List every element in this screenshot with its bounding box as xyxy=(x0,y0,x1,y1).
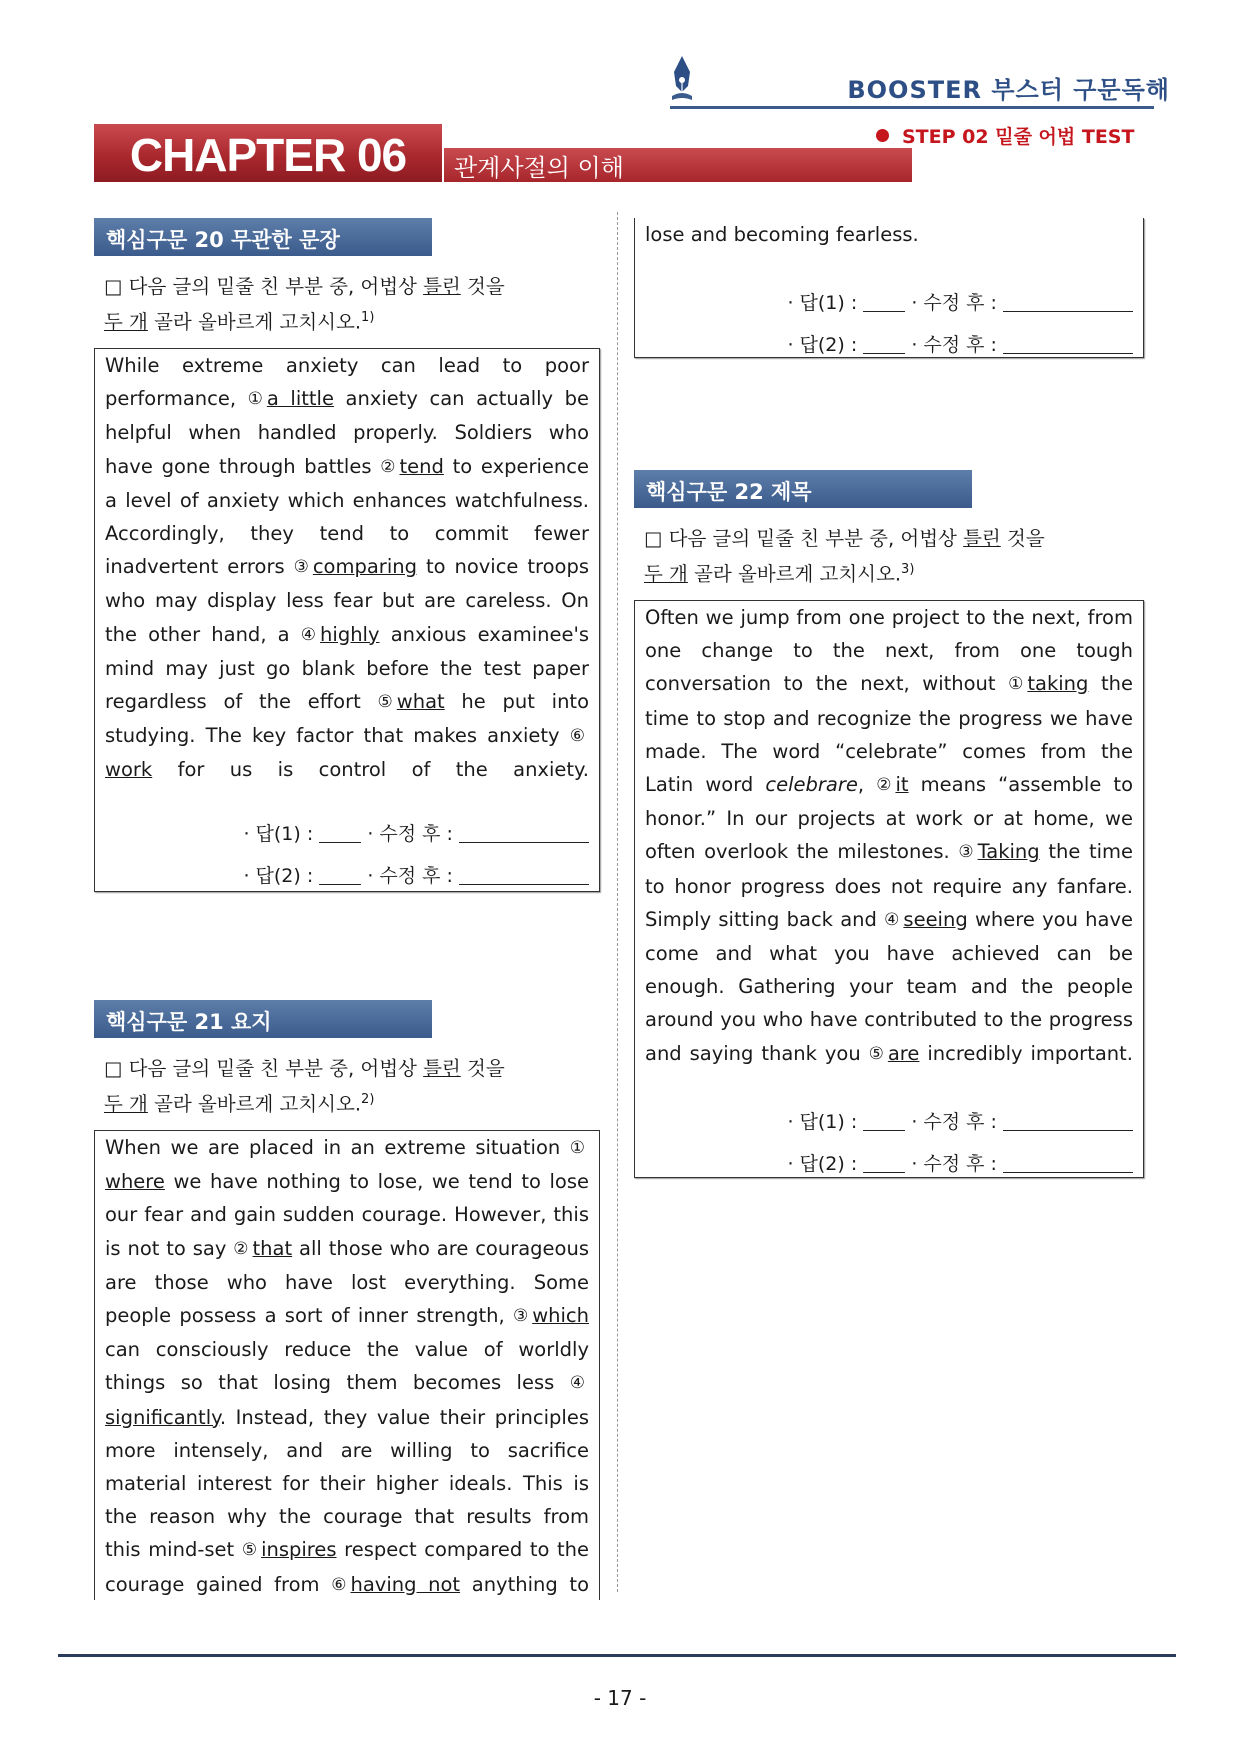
correction-blank[interactable] xyxy=(459,867,589,885)
chapter-subtitle: 관계사절의 이해 xyxy=(454,154,624,182)
answer-row-1: · 답(1) : · 수정 후 : xyxy=(787,288,1133,315)
instruction-20: □ 다음 글의 밑줄 친 부분 중, 어법상 틀린 것을 두 개 골라 올바르게 고치시오.$^{1)}$ xyxy=(104,275,505,334)
column-divider xyxy=(617,212,618,1592)
page-number: - 17 - xyxy=(593,1686,647,1710)
bullet-icon xyxy=(876,129,889,142)
step-label: STEP 02 밑줄 어법 TEST xyxy=(902,126,1135,148)
correction-blank[interactable] xyxy=(459,825,589,843)
answer-row-1: · 답(1) : · 수정 후 : xyxy=(787,1107,1133,1134)
correction-blank[interactable] xyxy=(1003,336,1133,354)
answer-blank[interactable] xyxy=(319,867,361,885)
passage-box-22 xyxy=(634,600,1144,1178)
passage-text-20: While extreme anxiety can lead to poor performance, ① a little anxiety can actually be helpful when handled properly. Soldiers who have gone through battles ② tend to experience a level of anxiety which enhances watchfulness. Accordingly, they tend to commit fewer inadvertent errors ③ comparing to novice troops who may display less fear but are careless. On the other hand, a ④ highly anxious examinee's mind may just go blank before the test paper regardless of the effort ⑤ what he put into studying. The key factor that makes anxiety ⑥work for us is control of the anxiety. xyxy=(105,354,590,782)
brand-title: BOOSTER 부스터 구문독해 xyxy=(847,76,1170,104)
answer-blank[interactable] xyxy=(863,1113,905,1131)
passage-box-20 xyxy=(94,348,600,892)
answer-blank[interactable] xyxy=(863,1155,905,1173)
correction-blank[interactable] xyxy=(1003,1113,1133,1131)
header-divider xyxy=(670,106,1154,109)
answer-row-2: · 답(2) : · 수정 후 : xyxy=(787,1149,1133,1176)
section-header-20: 핵심구문 20 무관한 문장 xyxy=(94,218,432,256)
chapter-subtitle-banner xyxy=(444,148,912,182)
answer-row-2: · 답(2) : · 수정 후 : xyxy=(787,330,1133,357)
answer-blank[interactable] xyxy=(863,336,905,354)
correction-blank[interactable] xyxy=(1003,294,1133,312)
correction-blank[interactable] xyxy=(1003,1155,1133,1173)
section-header-22: 핵심구문 22 제목 xyxy=(634,470,972,508)
instruction-22: □ 다음 글의 밑줄 친 부분 중, 어법상 틀린 것을 두 개 골라 올바르게 고치시오.$^{3)}$ xyxy=(644,527,1045,586)
passage-box-21-continued xyxy=(634,218,1144,358)
section-header-21: 핵심구문 21 요지 xyxy=(94,1000,432,1038)
passage-text-21: When we are placed in an extreme situation ①where we have nothing to lose, we tend to lose our fear and gain sudden courage. However, this is not to say ② that all those who are courageous are those who have lost everything. Some people possess a sort of inner strength, ③ which can consciously reduce the value of worldly things so that losing them becomes less ④significantly. Instead, they value their principles more intensely, and are willing to sacrifice material interest for their higher ideals. This is the reason why the courage that results from this mind-set ⑤ inspires respect compared to the courage gained from ⑥ having not anything to xyxy=(105,1136,590,1596)
chapter-title: CHAPTER 06 xyxy=(129,129,407,181)
passage-text-21-continued: lose and becoming fearless. xyxy=(645,223,919,246)
passage-box-21 xyxy=(94,1130,600,1600)
answer-blank[interactable] xyxy=(319,825,361,843)
answer-row-2: · 답(2) : · 수정 후 : xyxy=(243,861,589,888)
answer-blank[interactable] xyxy=(863,294,905,312)
passage-text-22: Often we jump from one project to the next, from one change to the next, from one tough conversation to the next, without ① taking the time to stop and recognize the progress we have made. The word “celebrate” comes from the Latin word celebrare, ② it means “assemble to honor.” In our projects at work or at home, we often overlook the milestones. ③ Taking the time to honor progress does not require any fanfare. Simply sitting back and ④ seeing where you have come and what you have achieved can be enough. Gathering your team and the people around you who have contributed to the progress and saying thank you ⑤ are incredibly important. xyxy=(645,606,1134,1065)
pen-nib-logo-icon xyxy=(668,56,696,104)
footer-divider xyxy=(58,1654,1176,1657)
answer-row-1: · 답(1) : · 수정 후 : xyxy=(243,819,589,846)
instruction-21: □ 다음 글의 밑줄 친 부분 중, 어법상 틀린 것을 두 개 골라 올바르게 고치시오.$^{2)}$ xyxy=(104,1057,505,1116)
chapter-banner xyxy=(94,124,442,182)
